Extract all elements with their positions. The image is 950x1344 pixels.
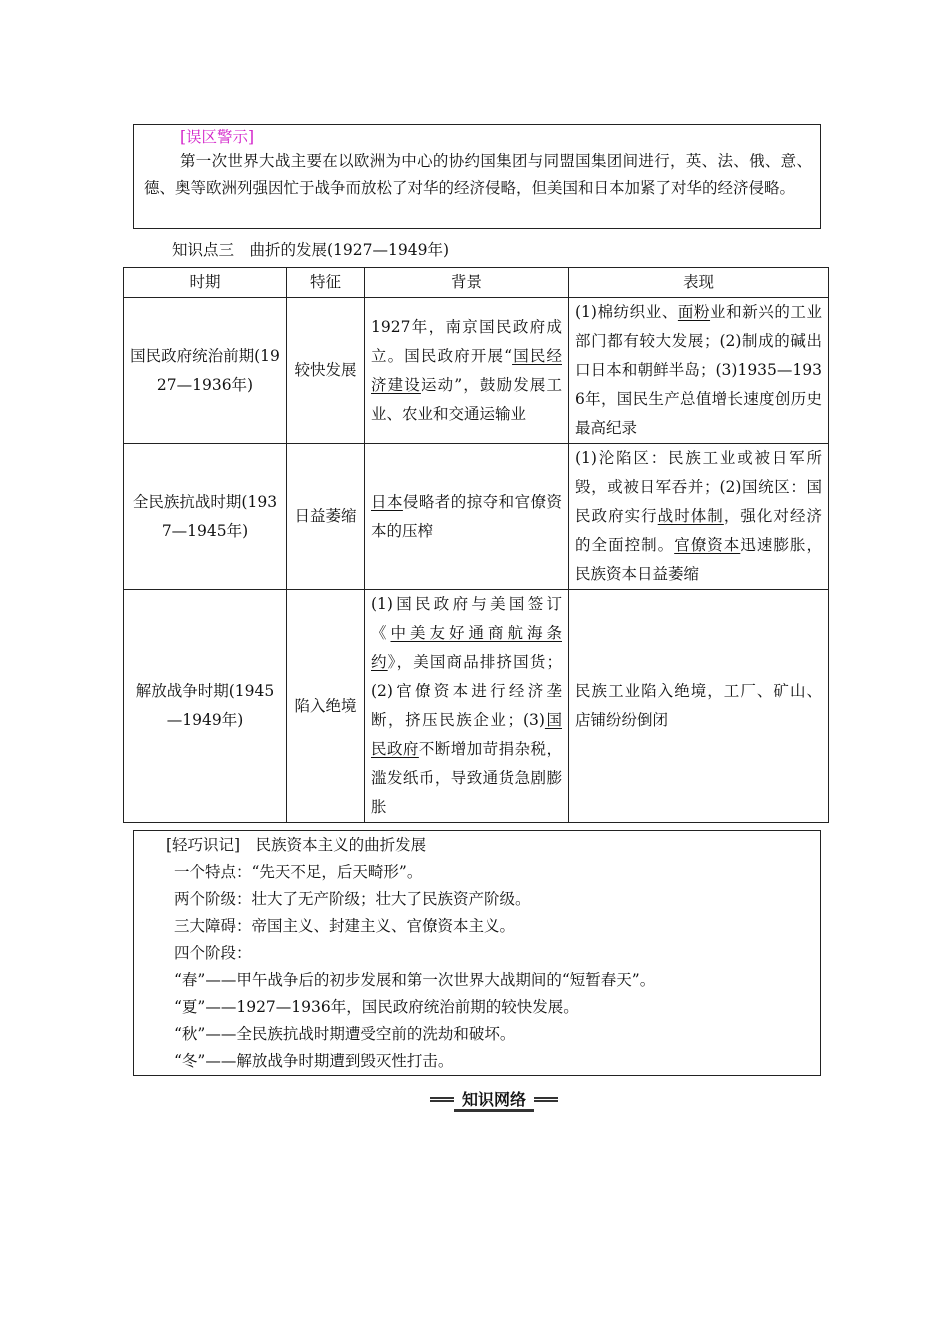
table-header-row: [124, 268, 829, 298]
row-performance: (1)沦陷区：民族工业或被日军所毁，或被日军吞并；(2)国统区：国民政府实行战时体制，强化对经济的全面控制。官僚资本迅速膨胀，民族资本日益萎缩: [569, 444, 829, 590]
row-background: 日本侵略者的掠夺和官僚资本的压榨: [365, 444, 569, 590]
underlined-term: 中美友好通商航海条约: [371, 624, 562, 671]
row-performance: 民族工业陷入绝境，工厂、矿山、店铺纷纷倒闭: [569, 590, 829, 823]
tip-line: 三大障碍：帝国主义、封建主义、官僚资本主义。: [174, 917, 516, 935]
banner-rule-right: [534, 1097, 558, 1102]
tip-line: 一个特点：“先天不足，后天畸形”。: [174, 863, 423, 881]
memory-tip-box: [133, 830, 821, 1076]
header-feature: 特征: [287, 268, 365, 298]
tip-line: 四个阶段：: [174, 944, 252, 962]
underlined-term: 面粉: [677, 303, 711, 321]
row-period: 全民族抗战时期(1937—1945年): [124, 444, 287, 590]
warning-body: 第一次世界大战主要在以欧洲为中心的协约国集团与同盟国集团间进行，英、法、俄、意、德、奥等欧洲列强因忙于战争而放松了对华的经济侵略，但美国和日本加紧了对华的经济侵略。: [144, 152, 812, 197]
tip-line: “冬”——解放战争时期遭到毁灭性打击。: [174, 1052, 454, 1070]
knowledge-table: [123, 267, 829, 823]
row-performance: (1)棉纺织业、面粉业和新兴的工业部门都有较大发展；(2)制成的碱出口日本和朝鲜半岛；(3)1935—1936年，国民生产总值增长速度创历史最高纪录: [569, 298, 829, 444]
header-performance: 表现: [569, 268, 829, 298]
header-background: 背景: [365, 268, 569, 298]
row-period: 国民政府统治前期(1927—1936年): [124, 298, 287, 444]
row-period: 解放战争时期(1945—1949年): [124, 590, 287, 823]
row-feature: 日益萎缩: [287, 444, 365, 590]
underlined-term: 国民政府: [371, 711, 562, 758]
tip-line: “春”——甲午战争后的初步发展和第一次世界大战期间的“短暂春天”。: [174, 971, 656, 989]
table-row: [124, 444, 829, 590]
underlined-term: 官僚资本: [674, 536, 741, 554]
row-feature: 较快发展: [287, 298, 365, 444]
warning-title: [误区警示]: [180, 128, 255, 146]
warning-box: [133, 124, 821, 229]
tip-title: [轻巧识记] 民族资本主义的曲折发展: [166, 836, 427, 854]
knowledge-network-label: 知识网络: [454, 1090, 534, 1112]
section-heading: 知识点三 曲折的发展(1927—1949年): [172, 241, 449, 259]
banner-rule-left: [430, 1097, 454, 1102]
underlined-term: 国民经济建设: [371, 346, 562, 394]
knowledge-network-banner: [430, 1090, 558, 1114]
table-row: [124, 590, 829, 823]
tip-line: “秋”——全民族抗战时期遭受空前的洗劫和破坏。: [174, 1025, 516, 1043]
header-period: 时期: [124, 268, 287, 298]
tip-line: “夏”——1927—1936年，国民政府统治前期的较快发展。: [174, 998, 579, 1016]
row-background: 1927年，南京国民政府成立。国民政府开展“国民经济建设运动”，鼓励发展工业、农业和交通运输业: [365, 298, 569, 444]
underlined-term: 日本: [371, 492, 403, 511]
row-background: (1)国民政府与美国签订《中美友好通商航海条约》，美国商品排挤国货；(2)官僚资本进行经济垄断，挤压民族企业；(3)国民政府不断增加苛捐杂税，滥发纸币，导致通货急剧膨胀: [365, 590, 569, 823]
table-row: [124, 298, 829, 444]
row-feature: 陷入绝境: [287, 590, 365, 823]
tip-line: 两个阶级：壮大了无产阶级；壮大了民族资产阶级。: [174, 890, 531, 908]
underlined-term: 战时体制: [657, 507, 724, 525]
